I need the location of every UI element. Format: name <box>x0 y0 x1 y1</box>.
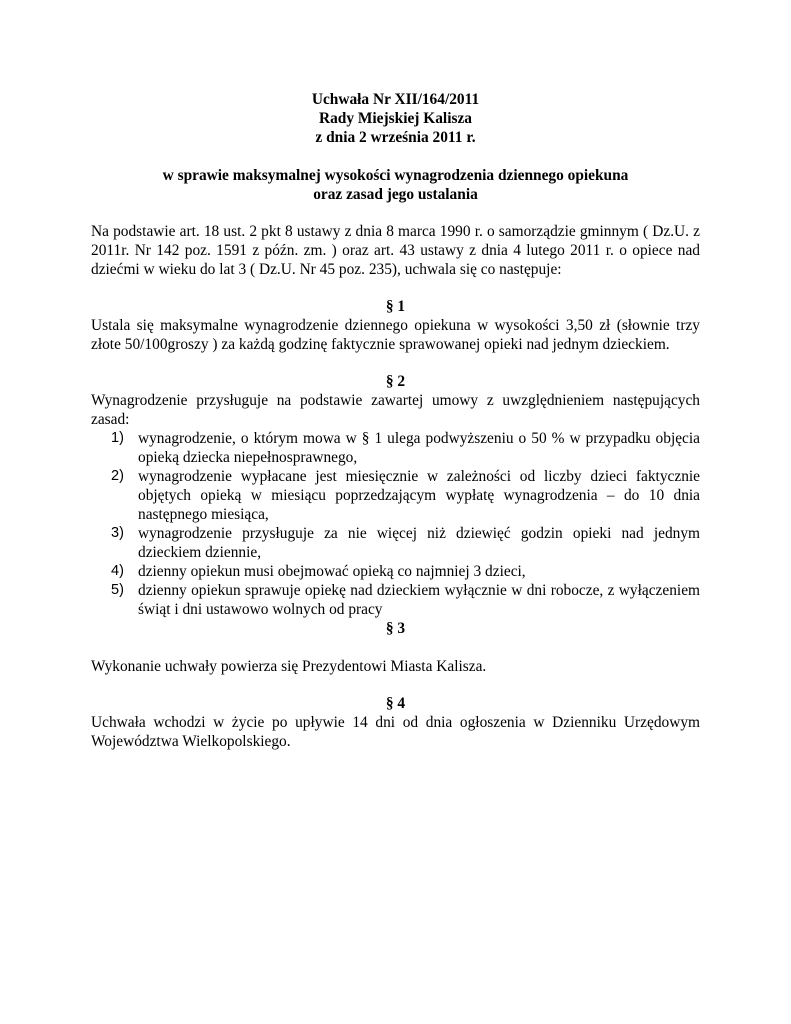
section-4-mark: § 4 <box>385 695 406 712</box>
section-2-list <box>91 429 700 619</box>
list-item-number: 1) <box>111 430 124 446</box>
section-2-mark: § 2 <box>385 373 406 390</box>
list-item-text: wynagrodzenie, o którym mowa w § 1 ulega podwyższeniu o 50 % w przypadku objęcia opieką dziecka niepełnosprawnego, <box>138 430 700 466</box>
list-item <box>91 467 700 524</box>
list-item <box>91 581 700 619</box>
list-item-text: wynagrodzenie wypłacane jest miesięcznie w zależności od liczby dzieci faktycznie objętych opieką w miesiącu poprzedzającym wypłatę wynagrodzenia – do 10 dnia następnego miesiąca, <box>138 468 700 523</box>
list-item <box>91 429 700 467</box>
section-2-text: Wynagrodzenie przysługuje na podstawie zawartej umowy z uwzględnieniem następujących zasad: <box>91 392 700 428</box>
legal-basis-paragraph: Na podstawie art. 18 ust. 2 pkt 8 ustawy z dnia 8 marca 1990 r. o samorządzie gminnym ( Dz.U. z 2011r. Nr 142 poz. 1591 z późn. zm. ) oraz art. 43 ustawy z dnia 4 lutego 2011 r. o opiece nad dziećmi w wieku do lat 3 ( Dz.U. Nr 45 poz. 235), uchwala się co następuje: <box>91 223 700 278</box>
list-item-number: 5) <box>111 582 124 598</box>
resolution-date: z dnia 2 września 2011 r. <box>315 129 476 146</box>
section-3-text: Wykonanie uchwały powierza się Prezydentowi Miasta Kalisza. <box>91 658 487 675</box>
resolution-number: Uchwała Nr XII/164/2011 <box>311 91 480 108</box>
list-item-text: dzienny opiekun musi obejmować opieką co najmniej 3 dzieci, <box>138 563 526 580</box>
list-item-text: dzienny opiekun sprawuje opiekę nad dzieckiem wyłącznie w dni robocze, z wyłączeniem świąt i dni ustawowo wolnych od pracy <box>138 582 700 618</box>
list-item <box>91 562 700 581</box>
section-1-mark: § 1 <box>385 298 406 315</box>
resolution-header <box>91 90 700 147</box>
list-item-number: 2) <box>111 468 124 484</box>
council-name: Rady Miejskiej Kalisza <box>318 110 473 127</box>
list-item-text: wynagrodzenie przysługuje za nie więcej niż dziewięć godzin opieki nad jednym dzieckiem dziennie, <box>138 525 700 561</box>
list-item-number: 3) <box>111 525 124 541</box>
section-3-mark: § 3 <box>385 620 406 637</box>
spacer <box>91 638 700 657</box>
subject-line-1: w sprawie maksymalnej wysokości wynagrodzenia dziennego opiekuna <box>162 167 629 184</box>
section-1-text: Ustala się maksymalne wynagrodzenie dziennego opiekuna w wysokości 3,50 zł (słownie trzy złote 50/100groszy ) za każdą godzinę faktycznie sprawowanej opieki nad jednym dzieckiem. <box>91 317 700 353</box>
list-item <box>91 524 700 562</box>
subject-line-2: oraz zasad jego ustalania <box>313 186 478 203</box>
list-item-number: 4) <box>111 563 124 579</box>
resolution-subject <box>91 166 700 204</box>
section-4-text: Uchwała wchodzi w życie po upływie 14 dni od dnia ogłoszenia w Dzienniku Urzędowym Województwa Wielkopolskiego. <box>91 714 700 750</box>
document-page <box>91 90 700 751</box>
